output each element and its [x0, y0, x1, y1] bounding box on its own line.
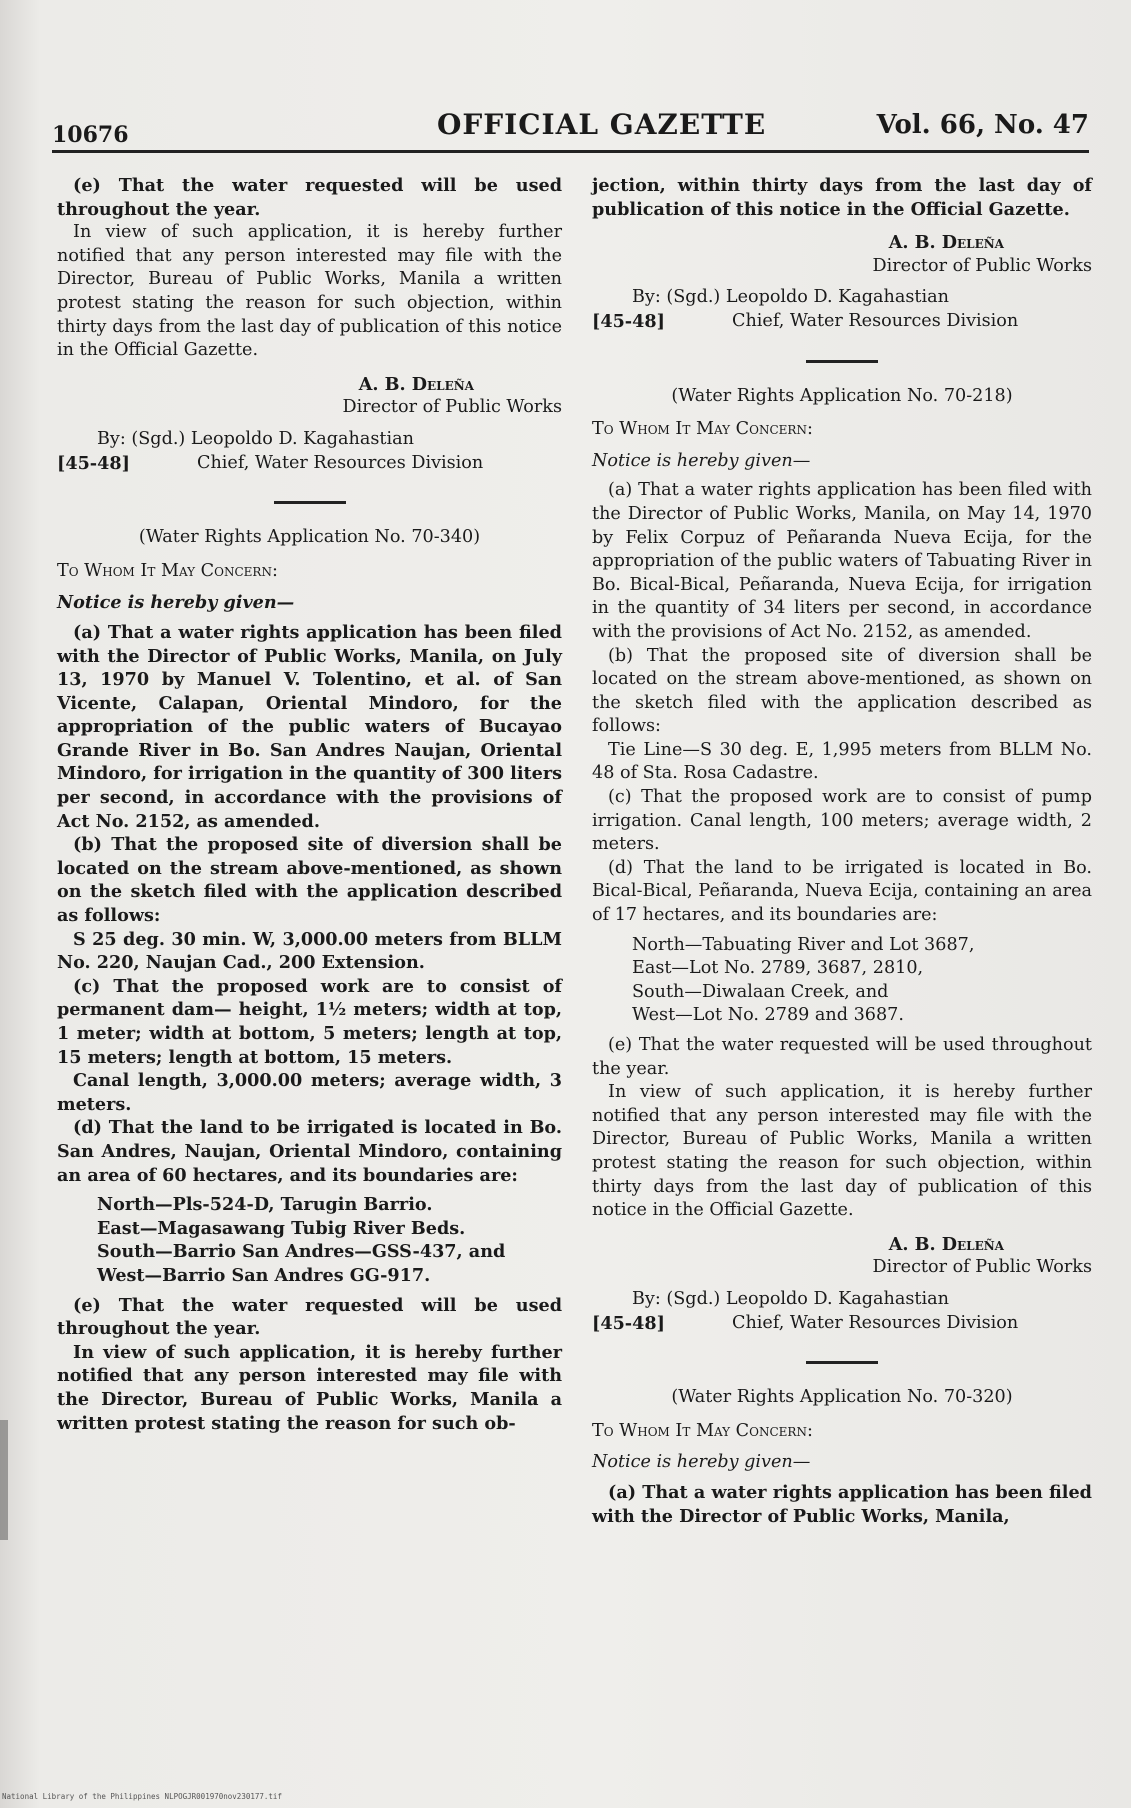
signature-title: Director of Public Works	[872, 1257, 1092, 1278]
diversion-line: S 25 deg. 30 min. W, 3,000.00 meters from BLLM No. 220, Naujan Cad., 200 Extension.	[57, 928, 562, 974]
paragraph: In view of such application, it is hereby further notified that any person interested may file with the Director, Bureau of Public Works, Manila a written protest stating the reason for such objection, within thirty days from the last day of publication of this notice in the Official Gazette.	[57, 222, 562, 361]
scan-footer: National Library of the Philippines NLPOGJR001970nov230177.tif	[2, 1792, 282, 1801]
issue-range: [45-48]	[592, 1312, 665, 1334]
paragraph-d: (d) That the land to be irrigated is located in Bo. Bical-Bical, Peñaranda, Nueva Ecija, containing an area of 17 hectares, and its boundaries are:	[592, 857, 1092, 926]
paragraph-b: (b) That the proposed site of diversion shall be located on the stream above-mentioned, as shown on the sketch filed with the application described as follows:	[592, 645, 1092, 737]
issue-range: [45-48]	[592, 310, 665, 332]
signature-row	[57, 452, 562, 476]
to-whom-line: To Whom It May Concern:	[57, 560, 278, 581]
volume-number: Vol. 66, No. 47	[876, 110, 1089, 140]
paragraph-f: In view of such application, it is hereby further notified that any person interested may file with the Director, Bureau of Public Works, Manila a written protest stating the reason for such ob-	[57, 1341, 562, 1434]
boundary-item: North—Tabuating River and Lot 3687,	[632, 934, 975, 955]
signature-role: Chief, Water Resources Division	[197, 452, 484, 473]
signature-name: A. B. Deleña	[888, 232, 1004, 254]
paragraph-a: (a) That a water rights application has been filed with the Director of Public Works, Manila,	[592, 1481, 1092, 1527]
paragraph-a: (a) That a water rights application has been filed with the Director of Public Works, Manila, on May 14, 1970 by Felix Corpuz of Peñaranda Nueva Ecija, for the appropriation of the public waters of Tabuating River in Bo. Bical-Bical, Peñaranda, Nueva Ecija, for irrigation in the quantity of 34 liters per second, in accordance with the provisions of Act No. 2152, as amended.	[592, 480, 1092, 642]
section-divider	[274, 501, 346, 504]
signature-by: By: (Sgd.) Leopoldo D. Kagahastian	[632, 287, 949, 308]
paragraph-b: (b) That the proposed site of diversion shall be located on the stream above-mentioned, as shown on the sketch filed with the application described as follows:	[57, 834, 562, 927]
paragraph-c: (c) That the proposed work are to consist of permanent dam— height, 1½ meters; width at top, 1 meter; width at bottom, 5 meters; length at top, 15 meters; length at bottom, 15 meters.	[57, 975, 562, 1068]
to-whom-line: To Whom It May Concern:	[592, 1420, 813, 1441]
diversion-line: Tie Line—S 30 deg. E, 1,995 meters from BLLM No. 48 of Sta. Rosa Cadastre.	[592, 739, 1092, 784]
section-divider	[806, 1361, 878, 1364]
signature-role: Chief, Water Resources Division	[732, 310, 1019, 331]
paragraph-e: (e) That the water requested will be used throughout the year.	[57, 1294, 562, 1340]
signature-title: Director of Public Works	[342, 397, 562, 418]
paragraph-d: (d) That the land to be irrigated is located in Bo. San Andres, Naujan, Oriental Mindoro, containing an area of 60 hectares, and its boundaries are:	[57, 1117, 562, 1186]
boundaries-list	[592, 934, 1092, 1028]
paragraph-f: In view of such application, it is hereby further notified that any person interested may file with the Director, Bureau of Public Works, Manila a written protest stating the reason for such objection, within thirty days from the last day of publication of this notice in the Official Gazette.	[592, 1082, 1092, 1221]
right-column	[592, 174, 1092, 1528]
boundary-item: South—Diwalaan Creek, and	[632, 981, 889, 1002]
paragraph-e: (e) That the water requested will be used throughout the year.	[592, 1035, 1092, 1079]
boundaries-list	[57, 1193, 562, 1287]
paragraph-a: (a) That a water rights application has been filed with the Director of Public Works, Manila, on July 13, 1970 by Manuel V. Tolentino, et al. of San Vicente, Calapan, Oriental Mindoro, for the appropriation of the public waters of Bucayao Grande River in Bo. San Andres Naujan, Oriental Mindoro, for irrigation in the quantity of 300 liters per second, in accordance with the provisions of Act No. 2152, as amended.	[57, 621, 562, 832]
notice-line: Notice is hereby given—	[592, 1452, 811, 1473]
boundary-item: West—Lot No. 2789 and 3687.	[632, 1005, 904, 1026]
paragraph-c: (c) That the proposed work are to consist of pump irrigation. Canal length, 100 meters; average width, 2 meters.	[592, 787, 1092, 855]
section-divider	[806, 360, 878, 363]
application-heading: (Water Rights Application No. 70-320)	[671, 1387, 1013, 1408]
signature-role: Chief, Water Resources Division	[732, 1312, 1019, 1333]
boundary-item: South—Barrio San Andres—GSS-437, and	[97, 1241, 506, 1263]
signature-by: By: (Sgd.) Leopoldo D. Kagahastian	[632, 1288, 949, 1309]
application-heading: (Water Rights Application No. 70-218)	[671, 385, 1013, 406]
paragraph: (e) That the water requested will be used throughout the year.	[57, 175, 562, 220]
issue-range: [45-48]	[57, 452, 130, 474]
signature-by: By: (Sgd.) Leopoldo D. Kagahastian	[97, 428, 414, 449]
signature-title: Director of Public Works	[872, 255, 1092, 276]
left-column	[57, 174, 562, 1435]
boundary-item: West—Barrio San Andres GG-917.	[97, 1264, 431, 1286]
signature-name: A. B. Deleña	[888, 1233, 1004, 1255]
page-header	[52, 108, 1089, 152]
notice-line: Notice is hereby given—	[592, 450, 811, 471]
signature-row	[592, 310, 1092, 334]
boundary-item: East—Lot No. 2789, 3687, 2810,	[632, 958, 924, 979]
boundary-item: North—Pls-524-D, Tarugin Barrio.	[97, 1194, 433, 1216]
application-heading: (Water Rights Application No. 70-340)	[138, 527, 481, 548]
header-rule	[52, 150, 1089, 153]
page-number: 10676	[52, 122, 129, 148]
paragraph-c2: Canal length, 3,000.00 meters; average width, 3 meters.	[57, 1070, 562, 1115]
signature-row	[592, 1312, 1092, 1336]
publication-title: OFFICIAL GAZETTE	[437, 108, 767, 141]
boundary-item: East—Magasawang Tubig River Beds.	[97, 1217, 466, 1239]
paragraph: jection, within thirty days from the last day of publication of this notice in the Official Gazette.	[592, 175, 1092, 220]
signature-name: A. B. Deleña	[358, 373, 474, 395]
scan-edge-shadow	[0, 1420, 8, 1540]
to-whom-line: To Whom It May Concern:	[592, 419, 813, 440]
notice-line: Notice is hereby given—	[57, 592, 295, 614]
